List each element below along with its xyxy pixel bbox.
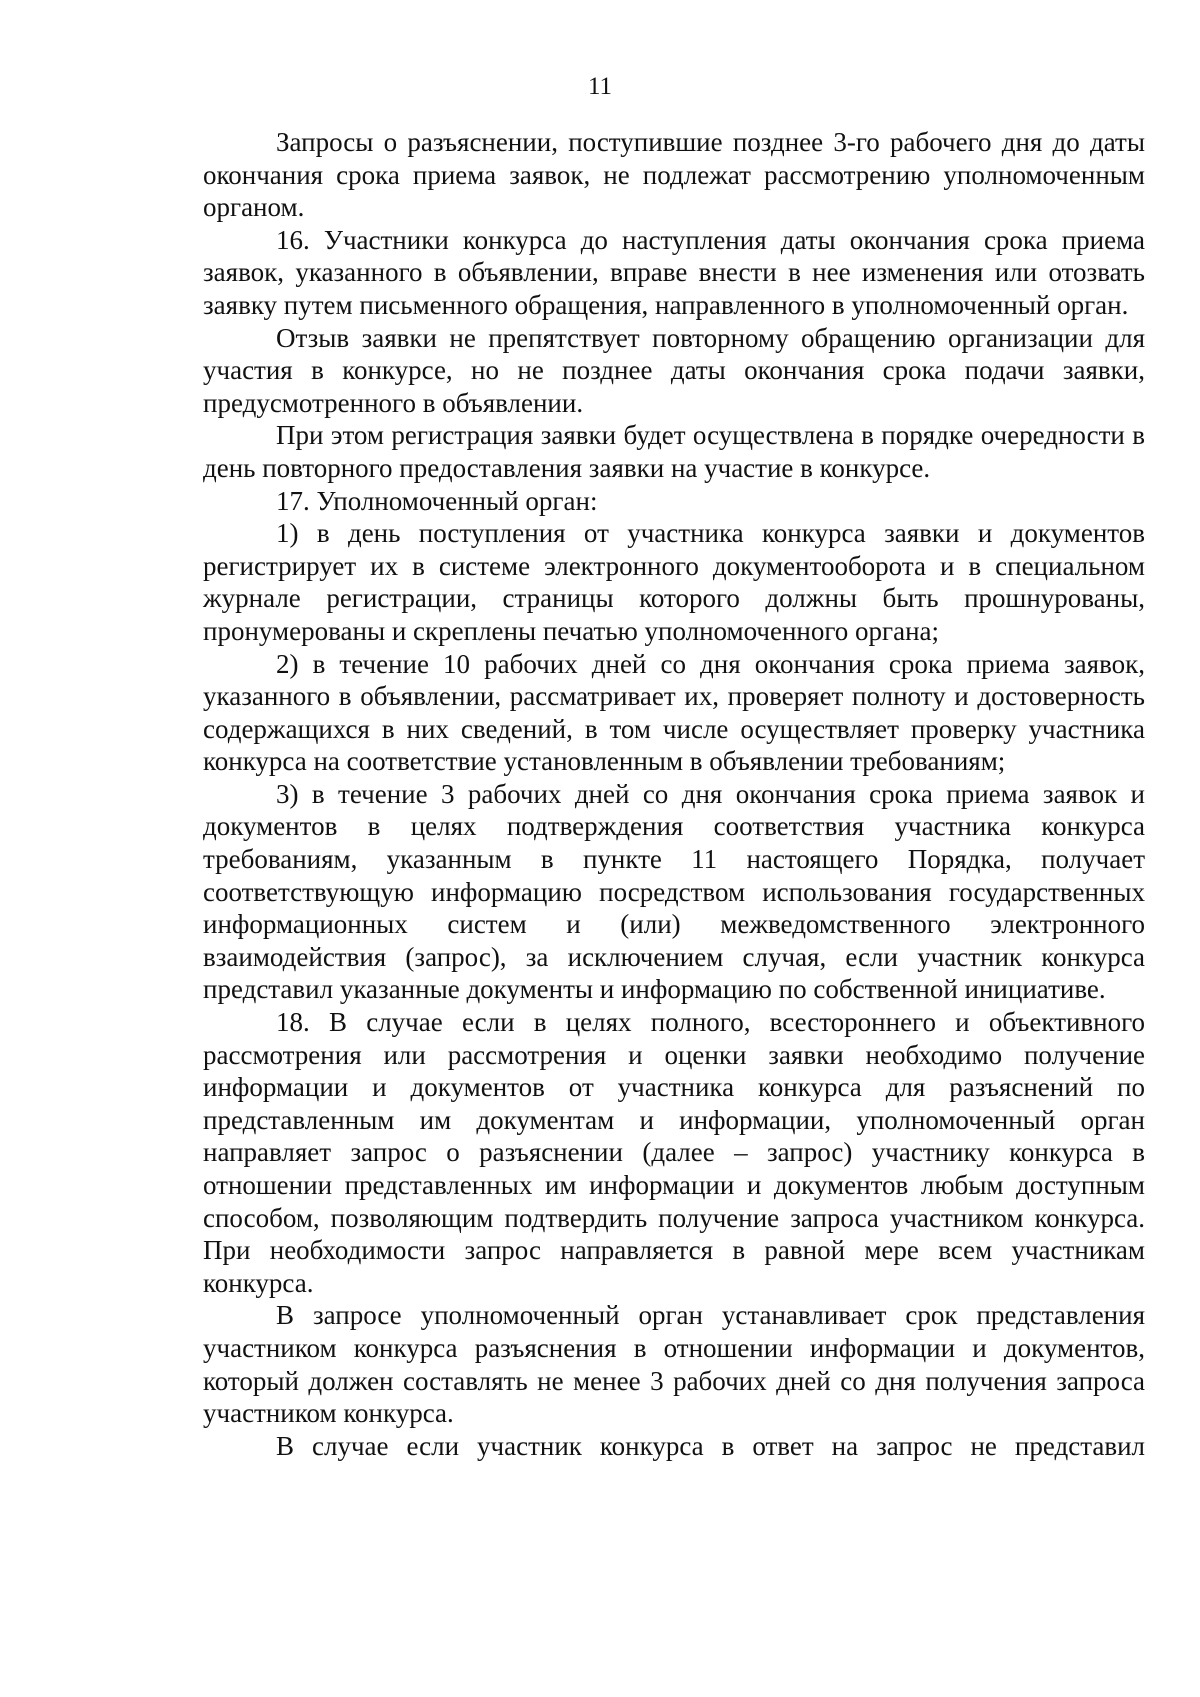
paragraph-clarification-requests: Запросы о разъяснении, поступившие позднее 3-го рабочего дня до даты окончания срока приема заявок, не подлежат рассмотрению уполномоченным органом. xyxy=(203,127,1145,223)
paragraph-18-clarification-request: 18. В случае если в целях полного, всестороннего и объективного рассмотрения или рассмотрения и оценки заявки необходимо получение информации и документов от участника конкурса для разъяснений по представленным им документам и информации, уполномоченный орган направляет запрос о разъяснении (далее – запрос) участнику конкурса в отношении представленных им информации и документов любым доступным способом, позволяющим подтвердить получение запроса участником конкурса. При необходимости запрос направляется в равной мере всем участникам конкурса. xyxy=(203,1007,1145,1298)
paragraph-request-deadline: В запросе уполномоченный орган устанавливает срок представления участником конкурса разъяснения в отношении информации и документов, который должен составлять не менее 3 рабочих дней со дня получения запроса участником конкурса. xyxy=(203,1300,1145,1429)
paragraph-registration-order: При этом регистрация заявки будет осуществлена в порядке очередности в день повторного предоставления заявки на участие в конкурсе. xyxy=(203,420,1145,483)
paragraph-17-item-3: 3) в течение 3 рабочих дней со дня окончания срока приема заявок и документов в целях подтверждения соответствия участника конкурса требованиям, указанным в пункте 11 настоящего Порядка, получает соответствующую информацию посредством использования государственных информационных систем и (или) межведомственного электронного взаимодействия (запрос), за исключением случая, если участник конкурса представил указанные документы и информацию по собственной инициативе. xyxy=(203,778,1145,1005)
page-number: 11 xyxy=(587,73,613,100)
paragraph-withdrawal-resubmission: Отзыв заявки не препятствует повторному обращению организации для участия в конкурсе, но не позднее даты окончания срока подачи заявки, предусмотренного в объявлении. xyxy=(203,322,1145,418)
paragraph-17-heading: 17. Уполномоченный орган: xyxy=(276,485,598,516)
paragraph-17-item-1: 1) в день поступления от участника конкурса заявки и документов регистрирует их в системе электронного документооборота и в специальном журнале регистрации, страницы которого должны быть прошнурованы, пронумерованы и скреплены печатью уполномоченного органа; xyxy=(203,518,1145,646)
paragraph-no-response: В случае если участник конкурса в ответ на запрос не представил xyxy=(276,1430,1145,1461)
document-body xyxy=(203,126,1145,1462)
paragraph-16-changes-withdrawal: 16. Участники конкурса до наступления даты окончания срока приема заявок, указанного в объявлении, вправе внести в нее изменения или отозвать заявку путем письменного обращения, направленного в уполномоченный орган. xyxy=(203,224,1145,320)
paragraph-17-item-2: 2) в течение 10 рабочих дней со дня окончания срока приема заявок, указанного в объявлении, рассматривает их, проверяет полноту и достоверность содержащихся в них сведений, в том числе осуществляет проверку участника конкурса на соответствие установленным в объявлении требованиям; xyxy=(203,648,1145,777)
